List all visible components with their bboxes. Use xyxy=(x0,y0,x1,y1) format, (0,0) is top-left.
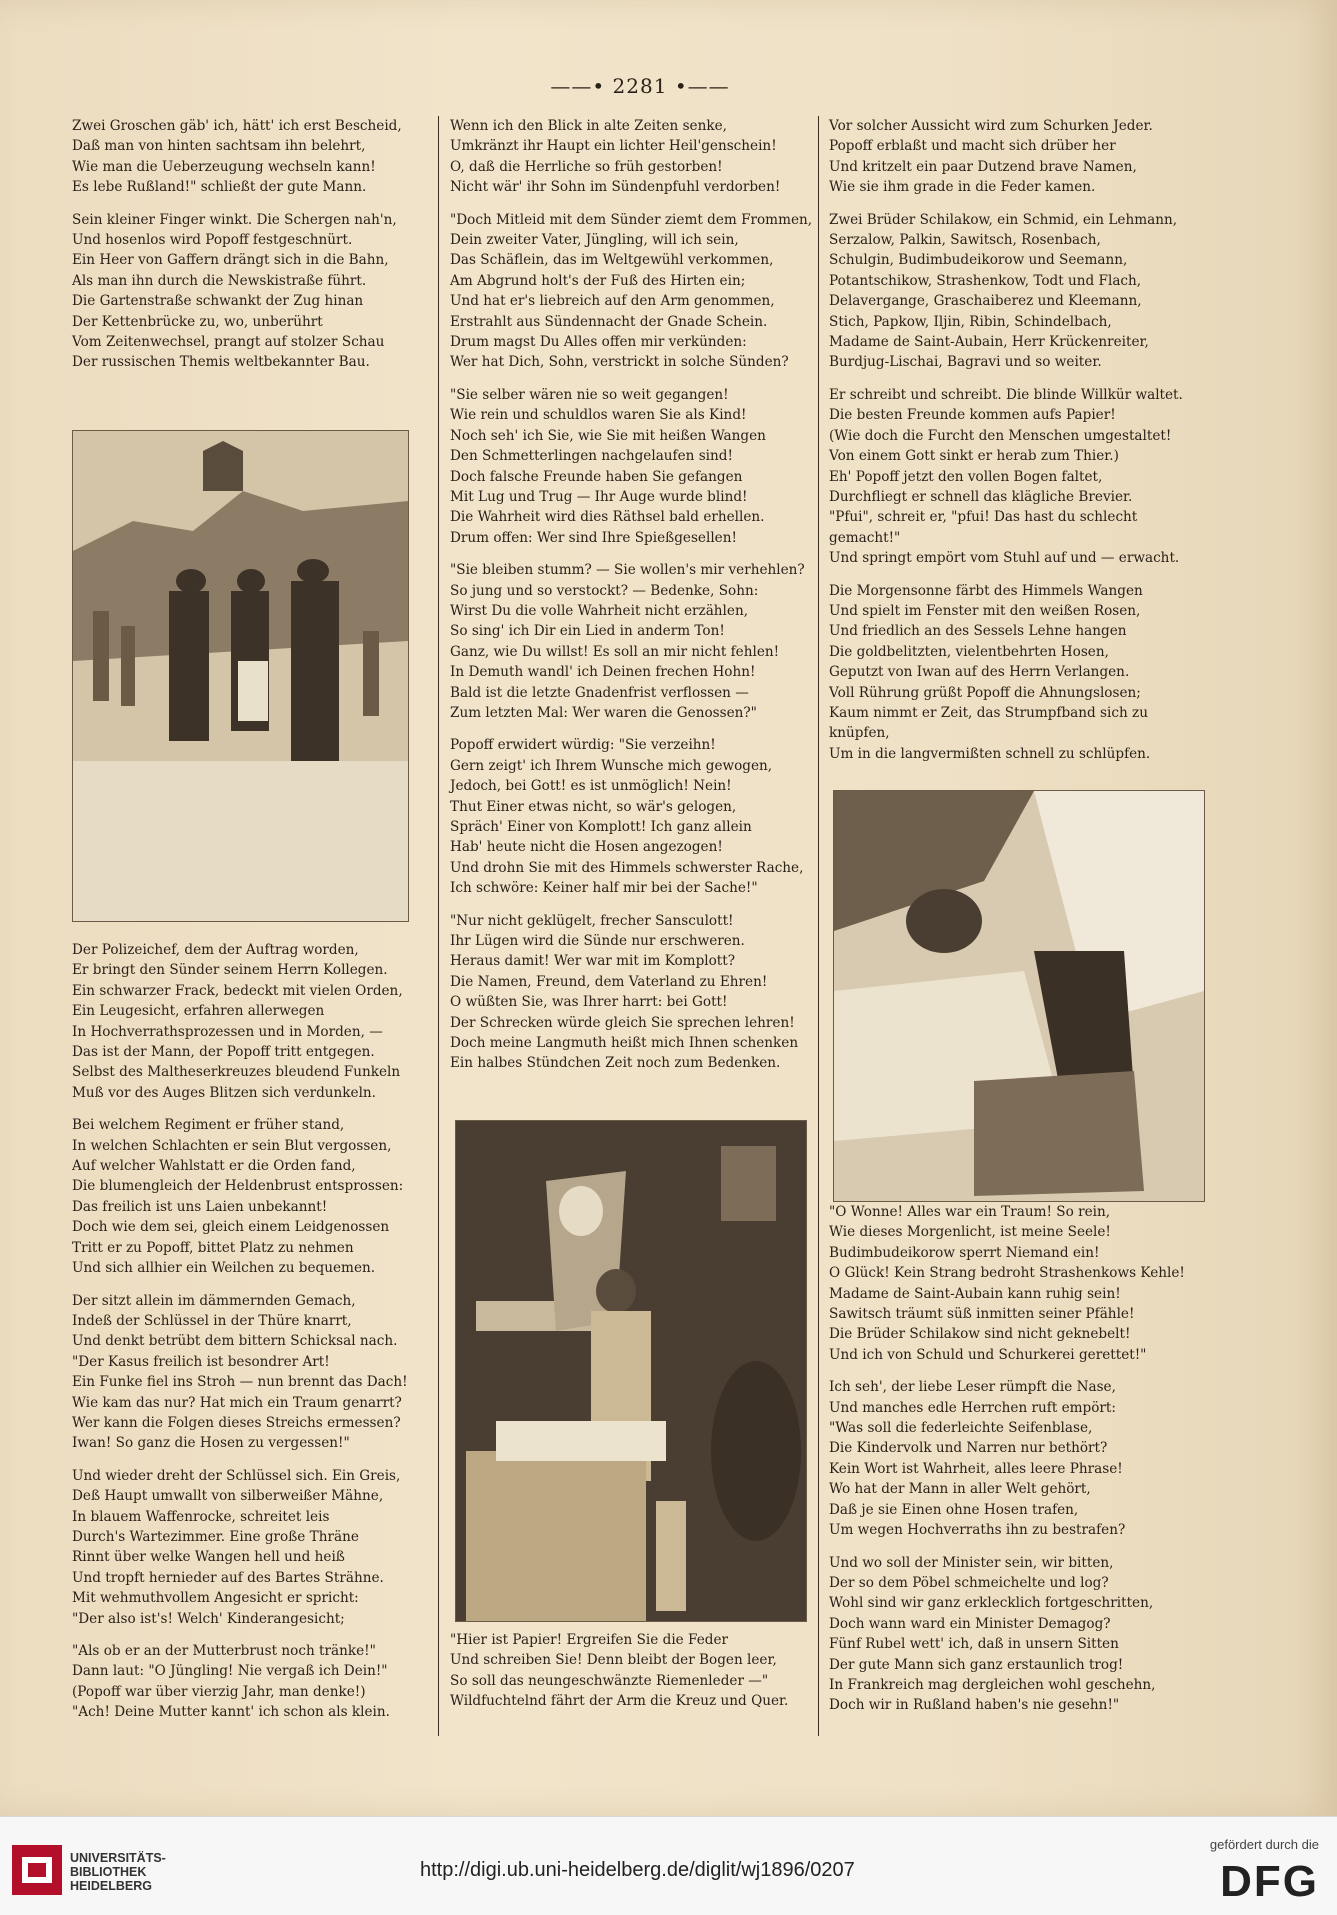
writing-scene-drawing xyxy=(456,1121,806,1621)
stanza xyxy=(450,911,820,1074)
verse-line: Vor solcher Aussicht wird zum Schurken Jeder. xyxy=(829,118,1153,134)
stanza xyxy=(829,1202,1209,1365)
verse-line: O wüßten Sie, was Ihrer harrt: bei Gott! xyxy=(450,994,728,1011)
verse-line: Ein Funke fiel ins Stroh — nun brennt das Dach! xyxy=(72,1374,408,1391)
verse-line: Ich schwöre: Keiner half mir bei der Sache!" xyxy=(450,880,758,897)
verse-line: So soll das neungeschwänzte Riemenleder —" xyxy=(450,1672,769,1689)
verse-line: Deß Haupt umwallt von silberweißer Mähne, xyxy=(72,1488,384,1505)
verse-line: "Als ob er an der Mutterbrust noch tränke!" xyxy=(72,1643,376,1659)
verse-line: Zwei Brüder Schilakow, ein Schmid, ein Lehmann, xyxy=(829,211,1178,228)
stanza xyxy=(829,581,1199,765)
page-number-ornament-left: ——• xyxy=(550,74,606,98)
verse-line: Die blumengleich der Heldenbrust entsprossen: xyxy=(72,1178,404,1195)
verse-line: "Nur nicht geklügelt, frecher Sansculott! xyxy=(450,912,734,929)
awakening-drawing xyxy=(834,791,1204,1201)
column-1 xyxy=(72,116,402,385)
verse-line: Budimbudeikorow sperrt Niemand ein! xyxy=(829,1244,1100,1261)
verse-line: Durch's Wartezimmer. Eine große Thräne xyxy=(72,1528,359,1545)
verse-line: Wohl sind wir ganz erklecklich fortgeschritten, xyxy=(829,1595,1154,1612)
stanza xyxy=(450,560,820,723)
verse-line: Die Morgensonne färbt des Himmels Wangen xyxy=(829,582,1143,599)
verse-line: Muß vor des Auges Blitzen sich verdunkeln. xyxy=(72,1084,377,1101)
verse-line: Nicht wär' ihr Sohn im Sündenpfuhl verdorben! xyxy=(450,179,781,196)
verse-line: Und ich von Schuld und Schurkerei gerettet!" xyxy=(829,1346,1147,1363)
verse-line: "Doch Mitleid mit dem Sünder ziemt dem Frommen, xyxy=(450,211,813,228)
verse-line: Der russischen Themis weltbekannter Bau. xyxy=(72,354,370,371)
verse-line: Ganz, wie Du willst! Es soll an mir nicht fehlen! xyxy=(450,643,780,660)
verse-line: Und springt empört vom Stuhl auf und — erwacht. xyxy=(829,550,1180,567)
verse-line: Die goldbelitzten, vielentbehrten Hosen, xyxy=(829,643,1109,660)
stanza xyxy=(72,940,412,1103)
verse-line: Er schreibt und schreibt. Die blinde Willkür waltet. xyxy=(829,386,1183,403)
verse-line: Popoff erblaßt und macht sich drüber her xyxy=(829,138,1116,155)
verse-line: Als man ihn durch die Newskistraße führt. xyxy=(72,272,367,289)
verse-line: Indeß der Schlüssel in der Thüre knarrt, xyxy=(72,1312,352,1329)
verse-line: "O Wonne! Alles war ein Traum! So rein, xyxy=(829,1204,1111,1220)
stanza xyxy=(450,385,820,548)
verse-line: Der so dem Pöbel schmeichelte und log? xyxy=(829,1574,1109,1591)
verse-line: Und denkt betrübt dem bittern Schicksal nach. xyxy=(72,1333,398,1350)
verse-line: Mit wehmuthvollem Angesicht er spricht: xyxy=(72,1590,359,1607)
verse-line: Er bringt den Sünder seinem Herrn Kollegen. xyxy=(72,962,388,979)
verse-line: Spräch' Einer von Komplott! Ich ganz allein xyxy=(450,819,752,835)
verse-line: Iwan! So ganz die Hosen zu vergessen!" xyxy=(72,1435,350,1452)
verse-line: Die besten Freunde kommen aufs Papier! xyxy=(829,407,1116,424)
verse-line: Doch wie dem sei, gleich einem Leidgenossen xyxy=(72,1219,390,1236)
page-number xyxy=(520,74,760,98)
verse-line: Erstrahlt aus Sündennacht der Gnade Schein. xyxy=(450,313,768,330)
verse-line: Gern zeigt' ich Ihrem Wunsche mich gewogen, xyxy=(450,757,773,774)
stanza xyxy=(72,1115,412,1278)
verse-line: Die Wahrheit wird dies Räthsel bald erhellen. xyxy=(450,509,765,526)
page-number-text: 2281 xyxy=(612,74,668,98)
verse-line: Und manches edle Herrchen ruft empört: xyxy=(829,1399,1116,1416)
verse-line: In Hochverrathsprozessen und in Morden, — xyxy=(72,1023,383,1040)
verse-line: "Hier ist Papier! Ergreifen Sie die Feder xyxy=(450,1632,729,1648)
stanza xyxy=(72,210,402,373)
library-emblem-icon xyxy=(12,1845,62,1895)
verse-line: Ein schwarzer Frack, bedeckt mit vielen Orden, xyxy=(72,982,403,999)
column-3 xyxy=(829,116,1199,776)
verse-line: Stich, Papkow, Iljin, Ribin, Schindelbach, xyxy=(829,313,1112,330)
verse-line: Jedoch, bei Gott! es ist unmöglich! Nein! xyxy=(450,778,732,795)
column-2-lower xyxy=(450,1630,820,1724)
stanza xyxy=(450,735,820,898)
verse-line: "Der also ist's! Welch' Kinderangesicht; xyxy=(72,1610,345,1627)
verse-line: Thut Einer etwas nicht, so wär's gelogen, xyxy=(450,798,737,815)
verse-line: Auf welcher Wahlstatt er die Orden fand, xyxy=(72,1158,356,1175)
verse-line: Rinnt über welke Wangen hell und heiß xyxy=(72,1549,345,1566)
verse-line: Fünf Rubel wett' ich, daß in unsern Sitten xyxy=(829,1636,1119,1653)
verse-line: In Frankreich mag dergleichen wohl geschehn, xyxy=(829,1676,1156,1693)
stanza xyxy=(72,116,402,198)
verse-line: Ich seh', der liebe Leser rümpft die Nase, xyxy=(829,1379,1116,1396)
verse-line: Vom Zeitenwechsel, prangt auf stolzer Schau xyxy=(72,334,385,351)
verse-line: Die Kindervolk und Narren nur bethört? xyxy=(829,1440,1108,1457)
verse-line: Drum magst Du Alles offen mir verkünden: xyxy=(450,334,747,351)
illustration-awakening xyxy=(833,790,1205,1202)
verse-line: "Sie bleiben stumm? — Sie wollen's mir verhehlen? xyxy=(450,562,805,579)
verse-line: Doch meine Langmuth heißt mich Ihnen schenken xyxy=(450,1035,799,1052)
verse-line: "Pfui", schreit er, "pfui! Das hast du schlecht xyxy=(829,509,1138,526)
page-number-ornament-right: •—— xyxy=(674,74,730,98)
verse-line: So sing' ich Dir ein Lied in anderm Ton! xyxy=(450,623,725,640)
library-line-3: HEIDELBERG xyxy=(70,1879,152,1893)
column-1-top-stanzas xyxy=(72,116,402,373)
verse-line: Tritt er zu Popoff, bittet Platz zu nehmen xyxy=(72,1239,354,1256)
column-3-lower xyxy=(829,1202,1209,1728)
stanza xyxy=(450,210,820,373)
funding-note: gefördert durch die xyxy=(1209,1837,1319,1852)
verse-line: Selbst des Maltheserkreuzes bleudend Funkeln xyxy=(72,1064,401,1081)
illustration-arrest xyxy=(72,430,409,922)
verse-line: Doch falsche Freunde haben Sie gefangen xyxy=(450,468,743,485)
verse-line: Am Abgrund holt's der Fuß des Hirten ein; xyxy=(450,272,746,289)
verse-line: Wie dieses Morgenlicht, ist meine Seele! xyxy=(829,1224,1111,1241)
verse-line: Voll Rührung grüßt Popoff die Ahnungslosen; xyxy=(829,684,1141,701)
verse-line: Wo hat der Mann in aller Welt gehört, xyxy=(829,1481,1091,1498)
verse-line: Wie rein und schuldlos waren Sie als Kind! xyxy=(450,407,747,424)
verse-line: Und hosenlos wird Popoff festgeschnürt. xyxy=(72,232,353,249)
verse-line: Es lebe Rußland!" schließt der gute Mann. xyxy=(72,179,367,196)
stanza xyxy=(829,1553,1209,1716)
verse-line: Das freilich ist uns Laien unbekannt! xyxy=(72,1198,328,1215)
library-logo[interactable] xyxy=(12,1845,172,1895)
verse-line: Den Schmetterlingen nachgelaufen sind! xyxy=(450,448,733,465)
verse-line: Dann laut: "O Jüngling! Nie vergaß ich Dein!" xyxy=(72,1663,388,1680)
verse-line: "Ach! Deine Mutter kannt' ich schon als klein. xyxy=(72,1704,390,1721)
verse-line: Ihr Lügen wird die Sünde nur erschweren. xyxy=(450,933,745,950)
column-1-lower-stanzas xyxy=(72,940,412,1723)
verse-line: Doch wir in Rußland haben's nie gesehn!" xyxy=(829,1697,1120,1714)
verse-line: Wer hat Dich, Sohn, verstrickt in solche Sünden? xyxy=(450,354,789,371)
verse-line: Kaum nimmt er Zeit, das Strumpfband sich zu xyxy=(829,704,1148,721)
verse-line: (Wie doch die Furcht den Menschen umgestaltet! xyxy=(829,427,1172,444)
stanza xyxy=(829,385,1199,569)
verse-line: Das Schäflein, das im Weltgewühl verkommen, xyxy=(450,252,774,269)
verse-line: Um wegen Hochverraths ihn zu bestrafen? xyxy=(829,1522,1126,1539)
arrest-drawing xyxy=(73,431,408,921)
verse-line: gemacht!" xyxy=(829,529,901,546)
verse-line: Mit Lug und Trug — Ihr Auge wurde blind! xyxy=(450,488,748,505)
verse-line: In welchen Schlachten er sein Blut vergossen, xyxy=(72,1137,392,1154)
library-name xyxy=(70,1851,166,1893)
verse-line: Drum offen: Wer sind Ihre Spießgesellen! xyxy=(450,529,737,546)
verse-line: Wenn ich den Blick in alte Zeiten senke, xyxy=(450,118,727,134)
verse-line: Daß man von hinten sachtsam ihn belehrt, xyxy=(72,138,366,155)
verse-line: Und friedlich an des Sessels Lehne hangen xyxy=(829,623,1127,640)
verse-line: Sein kleiner Finger winkt. Die Schergen nah'n, xyxy=(72,211,397,228)
verse-line: Madame de Saint-Aubain, Herr Krückenreiter, xyxy=(829,334,1149,351)
verse-line: Der Kettenbrücke zu, wo, unberührt xyxy=(72,313,323,330)
stanza xyxy=(72,1466,412,1629)
column-3-lower-stanzas xyxy=(829,1202,1209,1716)
verse-line: Doch wann ward ein Minister Demagog? xyxy=(829,1615,1111,1632)
verse-line: "Der Kasus freilich ist besondrer Art! xyxy=(72,1353,330,1370)
column-1-lower xyxy=(72,940,412,1735)
verse-line: Das ist der Mann, der Popoff tritt entgegen. xyxy=(72,1044,375,1061)
permalink-url[interactable]: http://digi.ub.uni-heidelberg.de/diglit/wj1896/0207 xyxy=(420,1859,855,1881)
dfg-logo: DFG xyxy=(1220,1857,1319,1906)
column-2-lower-stanzas xyxy=(450,1630,820,1712)
verse-line: Kein Wort ist Wahrheit, alles leere Phrase! xyxy=(829,1460,1123,1477)
verse-line: So jung und so verstockt? — Bedenke, Sohn: xyxy=(450,582,759,599)
verse-line: Und schreiben Sie! Denn bleibt der Bogen leer, xyxy=(450,1652,777,1669)
verse-line: Um in die langvermißten schnell zu schlüpfen. xyxy=(829,745,1151,762)
verse-line: Geputzt von Iwan auf des Herrn Verlangen. xyxy=(829,664,1130,681)
verse-line: Ein Leugesicht, erfahren allerwegen xyxy=(72,1003,325,1020)
verse-line: Serzalow, Palkin, Sawitsch, Rosenbach, xyxy=(829,232,1101,249)
library-line-2: BIBLIOTHEK xyxy=(70,1865,147,1879)
verse-line: In blauem Waffenrocke, schreitet leis xyxy=(72,1508,330,1525)
column-2 xyxy=(450,116,820,1086)
verse-line: Der gute Mann sich ganz erstaunlich trog! xyxy=(829,1656,1124,1673)
verse-line: Zwei Groschen gäb' ich, hätt' ich erst Bescheid, xyxy=(72,118,402,134)
verse-line: Der Schrecken würde gleich Sie sprechen lehren! xyxy=(450,1014,795,1031)
verse-line: "Sie selber wären nie so weit gegangen! xyxy=(450,386,729,403)
verse-line: Madame de Saint-Aubain kann ruhig sein! xyxy=(829,1285,1121,1302)
verse-line: Wer kann die Folgen dieses Streichs ermessen? xyxy=(72,1414,401,1431)
stanza xyxy=(829,116,1199,198)
verse-line: Der sitzt allein im dämmernden Gemach, xyxy=(72,1292,356,1309)
verse-line: Hab' heute nicht die Hosen angezogen! xyxy=(450,839,723,856)
column-2-top-stanzas xyxy=(450,116,820,1074)
verse-line: Ein Heer von Gaffern drängt sich in die Bahn, xyxy=(72,252,389,269)
verse-line: Wie sie ihm grade in die Feder kamen. xyxy=(829,179,1096,196)
verse-line: Und spielt im Fenster mit den weißen Rosen, xyxy=(829,602,1141,619)
verse-line: Der Polizeichef, dem der Auftrag worden, xyxy=(72,942,359,958)
verse-line: Und kritzelt ein paar Dutzend brave Namen, xyxy=(829,158,1137,175)
verse-line: Bald ist die letzte Gnadenfrist verflossen — xyxy=(450,684,749,701)
verse-line: O Glück! Kein Strang bedroht Strashenkows Kehle! xyxy=(829,1265,1185,1282)
column-3-top-stanzas xyxy=(829,116,1199,764)
verse-line: Schulgin, Budimbudeikorow und Seemann, xyxy=(829,252,1128,269)
verse-line: Und hat er's liebreich auf den Arm genommen, xyxy=(450,293,775,310)
verse-line: Dein zweiter Vater, Jüngling, will ich sein, xyxy=(450,232,739,249)
verse-line: Noch seh' ich Sie, wie Sie mit heißen Wangen xyxy=(450,427,766,444)
verse-line: Sawitsch träumt süß inmitten seiner Pfähle! xyxy=(829,1306,1135,1323)
stanza xyxy=(829,210,1199,373)
stanza xyxy=(72,1291,412,1454)
verse-line: Und wieder dreht der Schlüssel sich. Ein Greis, xyxy=(72,1467,401,1484)
verse-line: Heraus damit! Wer war mit im Komplott? xyxy=(450,953,736,970)
verse-line: (Popoff war über vierzig Jahr, man denke!) xyxy=(72,1683,366,1700)
verse-line: In Demuth wandl' ich Deinen frechen Hohn! xyxy=(450,664,756,681)
verse-line: Die Brüder Schilakow sind nicht geknebelt! xyxy=(829,1326,1131,1343)
verse-line: Die Namen, Freund, dem Vaterland zu Ehren! xyxy=(450,973,768,990)
library-line-1: UNIVERSITÄTS- xyxy=(70,1851,166,1865)
stanza xyxy=(72,1641,412,1723)
verse-line: Zum letzten Mal: Wer waren die Genossen?" xyxy=(450,704,757,721)
verse-line: Und wo soll der Minister sein, wir bitten, xyxy=(829,1554,1114,1571)
verse-line: Und sich allhier ein Weilchen zu bequemen. xyxy=(72,1260,376,1277)
verse-line: Wildfuchtelnd fährt der Arm die Kreuz und Quer. xyxy=(450,1693,789,1710)
verse-line: Wirst Du die volle Wahrheit nicht erzählen, xyxy=(450,602,749,619)
verse-line: Eh' Popoff jetzt den vollen Bogen faltet, xyxy=(829,468,1103,485)
verse-line: Und drohn Sie mit des Himmels schwerster Rache, xyxy=(450,859,804,876)
verse-line: Die Gartenstraße schwankt der Zug hinan xyxy=(72,293,364,310)
verse-line: Daß je sie Einen ohne Hosen trafen, xyxy=(829,1501,1079,1518)
verse-line: Potantschikow, Strashenkow, Todt und Flach, xyxy=(829,272,1142,289)
verse-line: Bei welchem Regiment er früher stand, xyxy=(72,1117,345,1134)
verse-line: Umkränzt ihr Haupt ein lichter Heil'genschein! xyxy=(450,138,777,155)
verse-line: Von einem Gott sinkt er herab zum Thier.) xyxy=(829,448,1119,465)
illustration-writing xyxy=(455,1120,807,1622)
verse-line: Und tropft hernieder auf des Bartes Strähne. xyxy=(72,1569,384,1586)
verse-line: Delavergange, Graschaiberez und Kleemann, xyxy=(829,293,1142,310)
verse-line: Wie kam das nur? Hat mich ein Traum genarrt? xyxy=(72,1394,402,1411)
stanza xyxy=(450,1630,820,1712)
verse-line: Ein halbes Stündchen Zeit noch zum Bedenken. xyxy=(450,1055,781,1072)
verse-line: Durchfliegt er schnell das klägliche Brevier. xyxy=(829,488,1133,505)
footer-bar xyxy=(0,1816,1337,1915)
verse-line: Popoff erwidert würdig: "Sie verzeihn! xyxy=(450,737,716,754)
verse-line: "Was soll die federleichte Seifenblase, xyxy=(829,1420,1093,1437)
verse-line: O, daß die Herrliche so früh gestorben! xyxy=(450,158,723,175)
verse-line: Wie man die Ueberzeugung wechseln kann! xyxy=(72,158,376,175)
stanza xyxy=(829,1377,1209,1540)
stanza xyxy=(450,116,820,198)
column-rule-left xyxy=(438,116,439,1736)
verse-line: Burdjug-Lischai, Bagravi und so weiter. xyxy=(829,354,1102,371)
verse-line: knüpfen, xyxy=(829,725,890,742)
